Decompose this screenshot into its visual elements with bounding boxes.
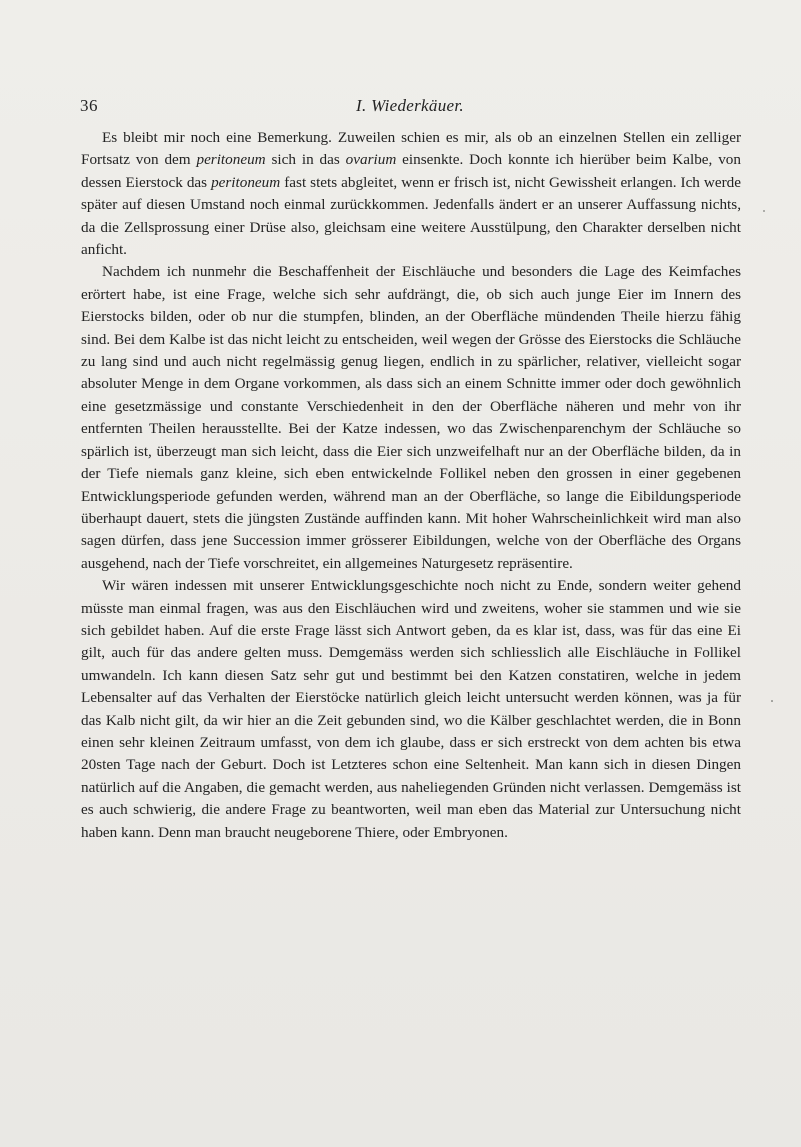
- italic-term: ovarium: [345, 151, 397, 169]
- italic-term: peritoneum: [196, 151, 266, 169]
- text-run: fast stets abgleitet, wenn er frisch ist, nicht Gewissheit erlangen. Ich werde später auf diesen Umstand noch einmal zurückkommen. Jedenfalls ändert er an unserer Auffassung nichts, da die Zellsprossung einer Drüse also, gleichsam eine weitere Ausstülpung, den Charakter derselben nicht anficht.: [81, 173, 741, 259]
- body-text: [81, 127, 741, 844]
- text-run: sich in das: [265, 151, 346, 169]
- italic-term: peritoneum: [211, 173, 281, 191]
- running-head: I. Wiederkäuer.: [356, 96, 464, 115]
- paper-speck: [763, 210, 765, 212]
- text-run: Nachdem ich nunmehr die Beschaffenheit der Eischläuche und besonders die Lage des Keimfaches erörtert habe, ist eine Frage, welche sich sehr aufdrängt, die, ob sich auch junge Eier im Innern des Eierstocks bilden, oder ob nur die stumpfen, blinden, an der Oberfläche mündenden Theile hierzu fähig sind. Bei dem Kalbe ist das nicht leicht zu entscheiden, weil wegen der Grösse des Eierstocks die Schläuche zu lang sind und auch nicht regelmässig genug liegen, endlich in zu spärlicher, relativer, vielleicht sogar absoluter Menge in dem Organe vorkommen, als dass sich an einem Schnitte immer oder doch gewöhnlich eine gesetzmässige und constante Verschiedenheit in den der Oberfläche näheren und mehr von ihr entfernten Theilen herausstellte. Bei der Katze indessen, wo das Zwischenparenchym der Schläuche so spärlich ist, überzeugt man sich leicht, dass die Eier sich unzweifelhaft nur an der Oberfläche bilden, da in der Tiefe niemals ganz kleine, sich eben entwickelnde Follikel neben den grossen in einer gegebenen Entwicklungsperiode gefunden werden, während man an der Oberfläche, so lange die Eibildungsperiode überhaupt dauert, stets die jüngsten Zustände auffinden kann. Mit hoher Wahrscheinlichkeit wird man also sagen dürfen, dass jene Succession immer grösserer Eibildungen, welche von der Oberfläche des Organs ausgehend, nach der Tiefe vorschreitet, ein allgemeines Naturgesetz repräsentire.: [81, 263, 741, 572]
- text-run: Wir wären indessen mit unserer Entwicklungsgeschichte noch nicht zu Ende, sondern weiter gehend müsste man einmal fragen, was aus den Eischläuchen wird und zweitens, woher sie stammen und wie sie sich gebildet haben. Auf die erste Frage lässt sich Antwort geben, da es klar ist, dass, was für das eine Ei gilt, auch für das andere gelten muss. Demgemäss werden sich schliesslich alle Eischläuche in Follikel umwandeln. Ich kann diesen Satz sehr gut und bestimmt bei den Katzen constatiren, welche in jedem Lebensalter auf das Verhalten der Eierstöcke natürlich gleich leicht untersucht werden können, was ja für das Kalb nicht gilt, da wir hier an die Zeit gebunden sind, wo die Kälber geschlachtet werden, die in Bonn einen sehr kleinen Zeitraum umfasst, von dem ich glaube, dass er sich erstreckt von dem achten bis etwa 20sten Tage nach der Geburt. Doch ist Letzteres schon eine Seltenheit. Man kann sich in diesen Dingen natürlich auf die Angaben, die gemacht werden, aus naheliegenden Gründen nicht verlassen. Demgemäss ist es auch schwierig, die andere Frage zu beantworten, weil man eben das Material zur Untersuchung nicht haben kann. Denn man braucht neugeborene Thiere, oder Embryonen.: [81, 577, 741, 841]
- text-run: einsenkte. Doch konnte ich hierüber beim Kalbe, von dessen Eierstock das: [81, 151, 741, 191]
- paragraph: [81, 127, 741, 261]
- paragraph: [81, 575, 741, 844]
- page-header: [80, 96, 740, 120]
- text-run: Es bleibt mir noch eine Bemerkung. Zuweilen schien es mir, als ob an einzelnen Stellen ein zelliger Fortsatz von dem: [81, 129, 741, 169]
- paper-speck: [771, 700, 773, 702]
- paragraph: [81, 261, 741, 575]
- page-number: 36: [80, 96, 98, 115]
